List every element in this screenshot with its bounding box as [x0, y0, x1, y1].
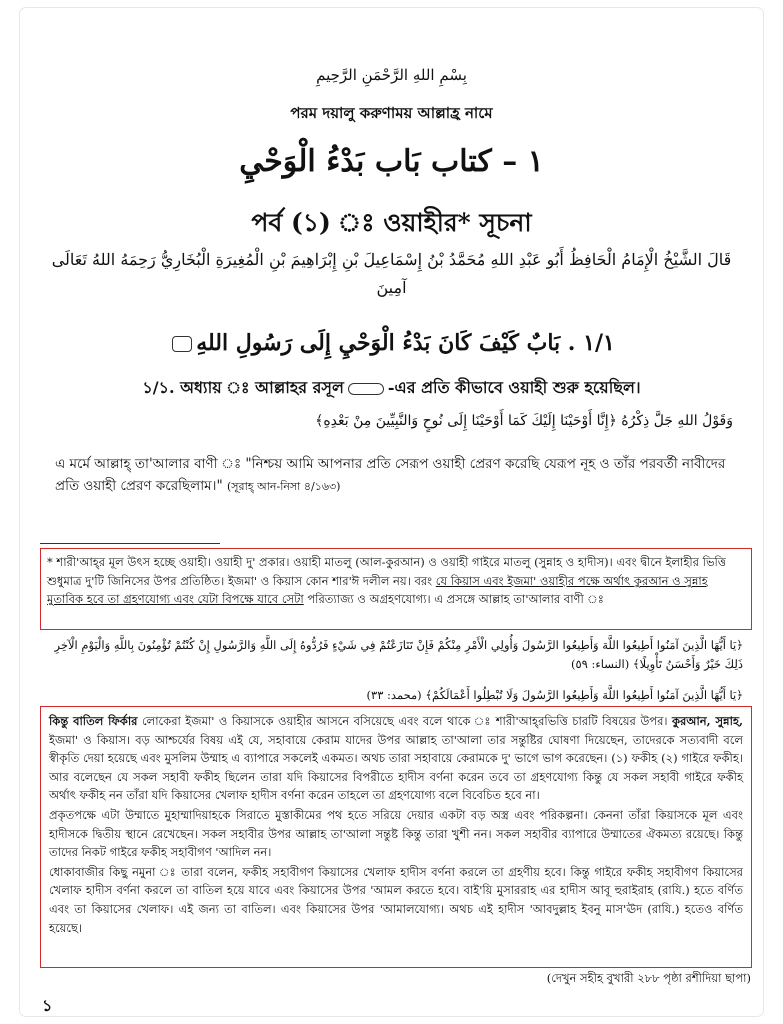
- commentary-paragraph-3: ধোকাবাজীর কিছু নমুনা ঃ তারা বলেন, ফকীহ সহাবীগণ কিয়াসের খেলাফ হাদীস বর্ণনা করলে তা গ্রহণীয় হবে। কিন্তু গাইরে ফকীহ সহাবীগণ কিয়াসের খেলাফ হাদীস বর্ণনা করলে তা বাতিল হয়ে যাবে এবং কিয়াসের উপর 'আমল করতে হবে। বাই'য়ি মুসাররাহ এর হাদীস আবূ হুরাইরাহ (রাযি.) হতে বর্ণিত এবং তা কিয়াসের খেলাফ। এই জন্য তা বাতিল। এবং কিয়াসের উপর 'আমালযোগ্য। অথচ এই হাদীস 'আবদুল্লাহ ইবনু মাস'ঊদ (রাযি.) হতেও বর্ণিত হয়েছে।: [49, 864, 743, 935]
- translation-reference: (সূরাহ্ আন-নিসা ৪/১৬৩): [227, 480, 341, 493]
- commentary-text-1a: লোকেরা ইজমা' ও কিয়াসকে ওয়াহীর আসনে বসিয়েছে এবং বলে থাকে ঃ শারী'আহ্‌রভিত্তি চারটি বিষয়ের উপর।: [137, 714, 672, 728]
- commentary-paragraph-2: প্রকৃতপক্ষে এটা উম্মাতে মুহাম্মাদিয়াহকে সিরাতে মুস্তাকীমের পথ হতে সরিয়ে দেয়ার একটা বড় অস্ত্র এবং পরিকল্পনা। কেননা তাঁরা কিয়াসকে মূল এবং হাদীসকে দ্বিতীয় স্থানে রেখেছেন। সকল সহাবীর উপর আল্লাহ তা'আলা সন্তুষ্ট কিন্তু তারা খুশী নন। সকল সহাবীর ব্যাপারে উম্মাতের ঐকমত্য রয়েছে। কিন্তু তাদের নিকট গাইরে ফকীহ সহাবীগণ 'আদিল নন।: [49, 807, 743, 860]
- source-reference: (দেখুন সহীহ বুখারী ২৮৮ পৃষ্ঠা রশীদিয়া ছাপা): [546, 971, 751, 985]
- basmala: بِسْمِ اللهِ الرَّحْمَنِ الرَّحِيمِ: [316, 66, 467, 84]
- arabic-author-line: قَالَ الشَّيْخُ الْإِمَامُ الْحَافِظُ أَبُو عَبْدِ اللهِ مُحَمَّدُ بْنُ إِسْمَاعِيلَ بْنِ إِبْرَاهِيمَ بْنِ الْمُغِيرَةِ الْبُخَارِيُّ رَحِمَهُ اللهُ تَعَالَى آمِينَ: [51, 250, 732, 297]
- document-page: [20, 8, 763, 1016]
- commentary-bold-2: কুরআন, সুন্নাহ,: [672, 714, 743, 728]
- footnote-part-1: * শারী'আহ্‌র মূল উৎস হচ্ছে ওয়াহী। ওয়াহী দু' প্রকার। ওয়াহী মাতলু (আল-কুরআন) ও ওয়াহী গাইরে মাতলু (সুন্নাহ ও হাদীস)। এবং দ্বীনে ইলাহীর ভিত্তি শুধুমাত্র দু'টি জিনিসের উপর প্রতিষ্ঠিত। ইজমা' ও কিয়াস কোন শার'ঈ দলীল নয়। বরং: [47, 555, 727, 588]
- page-number: ১: [42, 996, 53, 1015]
- bengali-invocation: পরম দয়ালু করুণাময় আল্লাহ্র নামে: [290, 104, 493, 122]
- bengali-chapter-title: পর্ব (১) ঃ ওয়াহীর* সূচনা: [251, 208, 532, 237]
- commentary-paragraph-1: [49, 712, 743, 805]
- footnote-box: [40, 548, 752, 630]
- arabic-section-heading: [20, 330, 763, 356]
- salawat-icon: [172, 336, 192, 352]
- bengali-section-heading: [20, 375, 763, 402]
- section-heading-part-a: ১/১. অধ্যায় ঃ আল্লাহর রসূল: [142, 378, 344, 397]
- commentary-box: [40, 706, 752, 968]
- arabic-verse: وَقَوْلُ اللهِ جَلَّ ذِكْرُهُ ﴿إِنَّا أَوْحَيْنَا إِلَيْكَ كَمَا أَوْحَيْنَا إِلَى نُوحٍ وَالنَّبِيِّينَ مِنْ بَعْدِهِ﴾: [315, 413, 733, 429]
- arabic-section-text: ١/١ . بَابٌ كَيْفَ كَانَ بَدْءُ الْوَحْيِ إِلَى رَسُولِ اللهِ: [196, 330, 615, 356]
- arabic-quote-nisa: ﴿يَا أَيُّهَا الَّذِينَ آمَنُوا أَطِيعُوا اللَّهَ وَأَطِيعُوا الرَّسُولَ وَأُولِي الْأَمْرِ مِنْكُمْ فَإِنْ تَنَازَعْتُمْ فِي شَيْءٍ فَرُدُّوهُ إِلَى اللَّهِ وَالرَّسُولِ إِنْ كُنْتُمْ تُؤْمِنُونَ بِاللَّهِ وَالْيَوْمِ الْآخِرِ ذَلِكَ خَيْرٌ وَأَحْسَنُ تَأْوِيلًا﴾ (النساء: ٥٩): [54, 638, 743, 671]
- arabic-book-title: ١ – كتاب بَاب بَدْءُ الْوَحْيِ: [239, 144, 544, 179]
- commentary-bold-1: কিন্তু বাতিল ফির্কার: [49, 714, 138, 728]
- arabic-quote-muhammad: ﴿يَا أَيُّهَا الَّذِينَ آمَنُوا أَطِيعُوا اللَّهَ وَأَطِيعُوا الرَّسُولَ وَلَا تُبْطِلُوا أَعْمَالَكُمْ﴾ (محمد: ٣٣): [366, 688, 743, 702]
- translation-text: এ মর্মে আল্লাহ্ তা'আলার বাণী ঃ "নিশ্চয় আমি আপনার প্রতি সেরূপ ওয়াহী প্রেরণ করেছি যেরূপ নূহ ও তাঁর পরবর্তী নাবীদের প্রতি ওয়াহী প্রেরণ করেছিলাম।": [55, 456, 726, 494]
- footnote-divider: [40, 543, 220, 544]
- section-heading-part-b: -এর প্রতি কীভাবে ওয়াহী শুরু হয়েছিল।: [387, 378, 641, 397]
- bengali-verse-translation: [55, 453, 733, 498]
- footnote-part-2: যে কিয়াস এবং ইজমা' ওয়াহীর পক্ষে অর্থাৎ কুরআন ও সুন্নাহ মুতাবিক হবে তা গ্রহণযোগ্য এবং যেটা বিপক্ষে যাবে সেটা: [47, 573, 708, 606]
- footnote-part-3: পরিত্যাজ্য ও অগ্রহণযোগ্য। এ প্রসঙ্গে আল্লাহ তা'আলার বাণী ঃ: [307, 592, 604, 606]
- salawat-icon: [348, 383, 384, 395]
- commentary-text-1b: ইজমা' ও কিয়াস। বড় আশ্চর্যের বিষয় এই যে, সহাবায়ে কেরাম যাদের উপর আল্লাহ তা'আলা তার সন্তুষ্টির ঘোষণা দিয়েছেন, তাদেরকে সত্যবাদী বলে স্বীকৃতি দেয়া হয়েছে এবং মুসলিম উম্মাহ এ ব্যাপারে সকলেই একমত। অথচ তারা সহাবায়ে কেরামকে দু' ভাগে ভাগ করেছেন। (১) ফকীহ (২) গাইরে ফকীহ। আর বলেছেন যে সকল সহাবী ফকীহ ছিলেন তারা যদি কিয়াসের বিপরীতে হাদীস বর্ণনা করেন তবে তা গ্রহণযোগ্য কিন্তু যে সকল সহাবী গাইরে ফকীহ অর্থাৎ ফকীহ নন তাঁরা যদি কিয়াসের খেলাফ হাদীস বর্ণনা করেন তাহলে তা গ্রহণযোগ্য বলে বিবেচিত হবে না।: [49, 732, 744, 803]
